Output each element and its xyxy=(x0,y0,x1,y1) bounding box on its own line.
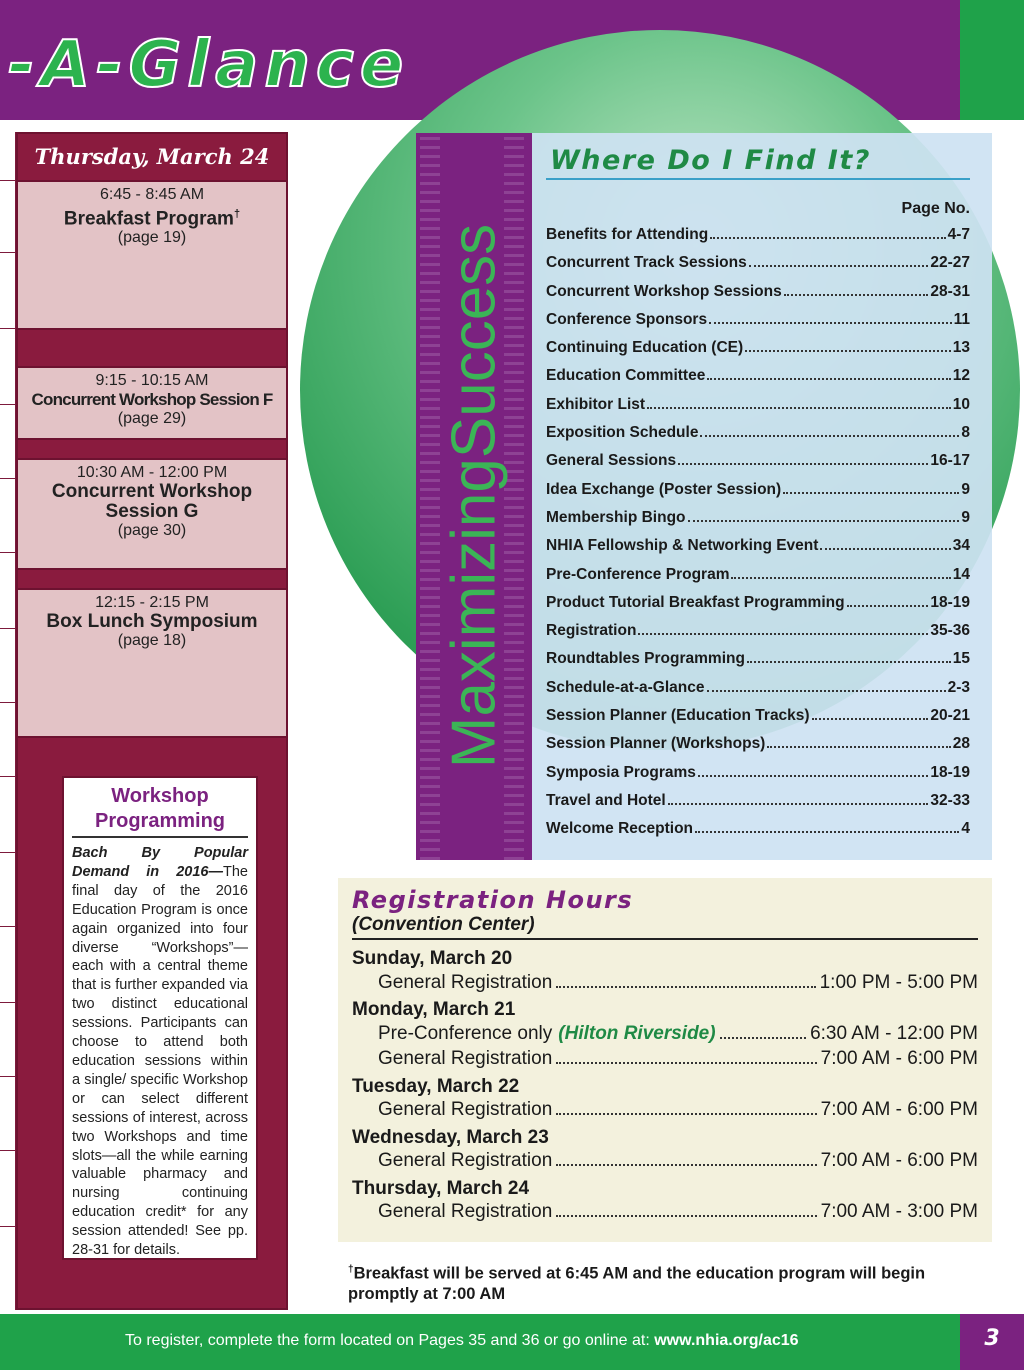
toc-label: Concurrent Workshop Sessions xyxy=(546,282,782,300)
strip-tick xyxy=(0,702,16,703)
reg-row xyxy=(352,1150,978,1176)
session-name-text: Breakfast Program xyxy=(63,208,234,230)
reg-row xyxy=(352,972,978,998)
leader-dots xyxy=(647,397,951,409)
leader-dots xyxy=(556,1050,816,1064)
toc-label: Session Planner (Education Tracks) xyxy=(546,707,810,725)
toc-row xyxy=(546,396,970,424)
toc-page: 9 xyxy=(961,480,970,498)
toc-label: Pre-Conference Program xyxy=(546,565,730,583)
strip-tick xyxy=(0,776,16,777)
toc-row xyxy=(546,707,970,735)
thursday-schedule xyxy=(16,132,288,1310)
toc-row xyxy=(546,792,970,820)
toc-page: 15 xyxy=(952,650,970,668)
header-accent xyxy=(960,0,1024,120)
toc-label: Registration xyxy=(546,622,637,640)
toc-label: Welcome Reception xyxy=(546,820,694,838)
page-no-header: Page No. xyxy=(901,200,970,217)
session-page: (page 19) xyxy=(117,229,187,247)
session-time: 10:30 AM - 12:00 PM xyxy=(76,464,228,481)
leader-dots xyxy=(710,227,945,239)
toc-page: 28 xyxy=(952,735,970,753)
toc-label: Roundtables Programming xyxy=(546,650,745,668)
leader-dots xyxy=(698,765,928,777)
strip-tick xyxy=(0,478,16,479)
session-name: Box Lunch Symposium xyxy=(46,611,258,632)
session-name: Concurrent Workshop Session F xyxy=(31,390,273,409)
toc-row xyxy=(546,481,970,509)
reg-day: Monday, March 21 xyxy=(352,999,516,1020)
banner-text: MaximizingSuccess xyxy=(439,223,509,769)
toc-row xyxy=(546,226,970,254)
session-breakfast xyxy=(18,180,286,330)
reg-label: General Registration xyxy=(378,1099,553,1120)
toc-row xyxy=(546,650,970,678)
toc-page: 2-3 xyxy=(947,678,970,696)
toc-label: NHIA Fellowship & Networking Event xyxy=(546,537,819,555)
toc-page: 20-21 xyxy=(930,707,970,725)
session-name xyxy=(18,204,286,229)
leader-dots xyxy=(847,595,929,607)
session-workshop-f xyxy=(18,366,286,440)
toc-page: 13 xyxy=(952,339,970,357)
reg-time: 1:00 PM - 5:00 PM xyxy=(819,971,978,993)
leader-dots xyxy=(688,510,960,522)
strip-tick xyxy=(0,252,16,253)
reg-time: 7:00 AM - 6:00 PM xyxy=(820,1150,978,1171)
maximizing-success-banner xyxy=(416,133,532,860)
toc-label: Exhibitor List xyxy=(546,395,646,413)
toc-label: Schedule-at-a-Glance xyxy=(546,678,705,696)
toc-row xyxy=(546,424,970,452)
strip-tick xyxy=(0,1226,16,1227)
reg-label: General Registration xyxy=(378,971,553,993)
session-time: 9:15 - 10:15 AM xyxy=(95,372,209,389)
leader-dots xyxy=(820,538,950,550)
leader-dots xyxy=(700,425,959,437)
workshop-title: Workshop Programming xyxy=(72,784,248,838)
reg-label: General Registration xyxy=(378,1201,553,1222)
where-do-i-find-it-panel xyxy=(532,133,992,860)
toc-row xyxy=(546,820,970,848)
workshop-text: The final day of the 2016 Education Program is once again organized into four diverse “Workshops”—each with a central theme that is further expanded via two distinct educational sessions. Participants can choose to attend both education sessions within a single/ specific Workshop or can select different sessions of interest, across two Workshops and time slots—all the while earning valuable pharmacy and nursing continuing education credit* for any session attended! See pp. 28-31 for details. xyxy=(72,863,248,1259)
strip-tick xyxy=(0,1002,16,1003)
session-name: Concurrent Workshop Session G xyxy=(51,481,253,522)
footnote-text: Breakfast will be served at 6:45 AM and the education program will begin promptly at 7:00 AM xyxy=(348,1264,926,1303)
leader-dots xyxy=(731,567,950,579)
leader-dots xyxy=(749,255,929,267)
toc-label: Education Committee xyxy=(546,367,706,385)
session-box-lunch xyxy=(18,588,286,738)
leader-dots xyxy=(745,340,951,352)
reg-day: Thursday, March 24 xyxy=(352,1177,530,1199)
strip-tick xyxy=(0,328,16,329)
leader-dots xyxy=(678,453,928,465)
toc-page: 4-7 xyxy=(947,226,970,243)
reg-day: Wednesday, March 23 xyxy=(352,1126,549,1148)
toc-row xyxy=(546,622,970,650)
toc-row xyxy=(546,594,970,622)
leader-dots xyxy=(668,793,929,805)
registration-title: Registration Hours xyxy=(352,886,634,914)
session-page: (page 29) xyxy=(117,410,187,427)
leader-dots xyxy=(812,708,929,720)
leader-dots xyxy=(556,1152,816,1166)
toc-row xyxy=(546,283,970,311)
session-time: 6:45 - 8:45 AM xyxy=(99,186,205,203)
toc-list xyxy=(546,226,970,849)
toc-page: 22-27 xyxy=(930,254,970,272)
strip-tick xyxy=(0,1150,16,1151)
toc-label: Product Tutorial Breakfast Programming xyxy=(546,593,845,611)
toc-label: Benefits for Attending xyxy=(546,226,709,243)
breakfast-footnote xyxy=(348,1260,988,1304)
leader-dots xyxy=(556,1203,816,1217)
reg-time: 7:00 AM - 6:00 PM xyxy=(820,1048,978,1069)
reg-day: Sunday, March 20 xyxy=(352,948,513,969)
reg-row xyxy=(352,1099,978,1125)
toc-page: 14 xyxy=(952,565,970,583)
session-page: (page 18) xyxy=(117,632,187,649)
reg-row xyxy=(352,1023,978,1049)
toc-row xyxy=(546,537,970,565)
leader-dots xyxy=(695,821,959,833)
leader-dots xyxy=(707,368,950,380)
registration-subtitle: (Convention Center) xyxy=(352,914,978,940)
side-strip xyxy=(0,132,16,1310)
leader-dots xyxy=(747,651,951,663)
toc-row xyxy=(546,339,970,367)
banner-watermark xyxy=(420,133,440,860)
strip-tick xyxy=(0,552,16,553)
strip-tick xyxy=(0,852,16,853)
reg-label: General Registration xyxy=(378,1048,553,1069)
toc-page: 9 xyxy=(961,508,970,526)
page-number: 3 xyxy=(984,1326,1000,1351)
workshop-body xyxy=(72,844,248,1260)
day-heading: Thursday, March 24 xyxy=(18,134,286,180)
leader-dots xyxy=(783,482,959,494)
toc-page: 16-17 xyxy=(930,452,970,470)
toc-label: Membership Bingo xyxy=(546,508,686,526)
toc-page: 11 xyxy=(953,310,970,328)
leader-dots xyxy=(720,1025,807,1039)
leader-dots xyxy=(638,623,928,635)
toc-row xyxy=(546,452,970,480)
footer-text xyxy=(125,1332,799,1350)
leader-dots xyxy=(767,736,950,748)
toc-label: Session Planner (Workshops) xyxy=(546,735,766,753)
strip-tick xyxy=(0,180,16,181)
leader-dots xyxy=(707,680,946,692)
reg-time: 7:00 AM - 6:00 PM xyxy=(820,1099,978,1120)
toc-label: General Sessions xyxy=(546,452,677,470)
toc-page: 4 xyxy=(961,820,970,838)
leader-dots xyxy=(709,312,952,324)
dagger-mark: † xyxy=(348,1264,354,1275)
leader-dots xyxy=(556,1101,816,1115)
toc-row xyxy=(546,764,970,792)
reg-location: (Hilton Riverside) xyxy=(558,1022,716,1044)
toc-label: Travel and Hotel xyxy=(546,791,666,809)
where-title: Where Do I Find It? xyxy=(546,145,970,180)
reg-label: Pre-Conference only xyxy=(378,1022,553,1044)
footer-url-link[interactable]: www.nhia.org/ac16 xyxy=(654,1332,799,1349)
toc-row xyxy=(546,311,970,339)
registration-hours-panel xyxy=(338,878,992,1242)
reg-label: General Registration xyxy=(378,1150,553,1171)
toc-label: Continuing Education (CE) xyxy=(546,339,744,357)
workshop-lead: Bach By Popular Demand in 2016— xyxy=(72,845,248,880)
toc-row xyxy=(546,509,970,537)
toc-row xyxy=(546,566,970,594)
toc-label: Concurrent Track Sessions xyxy=(546,254,747,272)
dagger-mark: † xyxy=(233,208,241,220)
session-workshop-g xyxy=(18,458,286,570)
workshop-programming-box xyxy=(62,776,258,1260)
strip-tick xyxy=(0,1076,16,1077)
toc-row xyxy=(546,735,970,763)
toc-page: 10 xyxy=(952,395,970,413)
toc-row xyxy=(546,254,970,282)
page-title: -A-Glance xyxy=(8,28,410,102)
leader-dots xyxy=(784,284,929,296)
reg-time: 6:30 AM - 12:00 PM xyxy=(810,1022,978,1044)
strip-tick xyxy=(0,926,16,927)
toc-label: Conference Sponsors xyxy=(546,310,708,328)
session-page: (page 30) xyxy=(117,522,187,539)
reg-time: 7:00 AM - 3:00 PM xyxy=(820,1201,978,1222)
toc-label: Symposia Programs xyxy=(546,763,696,781)
reg-row xyxy=(352,1048,978,1074)
session-time: 12:15 - 2:15 PM xyxy=(95,594,209,611)
toc-page: 8 xyxy=(961,424,970,442)
strip-tick xyxy=(0,404,16,405)
toc-page: 32-33 xyxy=(930,791,970,809)
toc-page: 12 xyxy=(952,367,970,385)
toc-page: 18-19 xyxy=(930,593,970,611)
footer-instruction: To register, complete the form located on Pages 35 and 36 or go online at: xyxy=(125,1332,655,1349)
strip-tick xyxy=(0,628,16,629)
toc-page: 35-36 xyxy=(930,622,970,640)
toc-label: Idea Exchange (Poster Session) xyxy=(546,480,782,498)
toc-label: Exposition Schedule xyxy=(546,424,699,442)
toc-page: 18-19 xyxy=(930,763,970,781)
toc-row xyxy=(546,367,970,395)
reg-row xyxy=(352,1201,978,1227)
reg-day: Tuesday, March 22 xyxy=(352,1075,520,1097)
toc-row xyxy=(546,679,970,707)
toc-page: 34 xyxy=(952,537,970,555)
toc-page: 28-31 xyxy=(930,282,970,300)
leader-dots xyxy=(556,974,815,988)
